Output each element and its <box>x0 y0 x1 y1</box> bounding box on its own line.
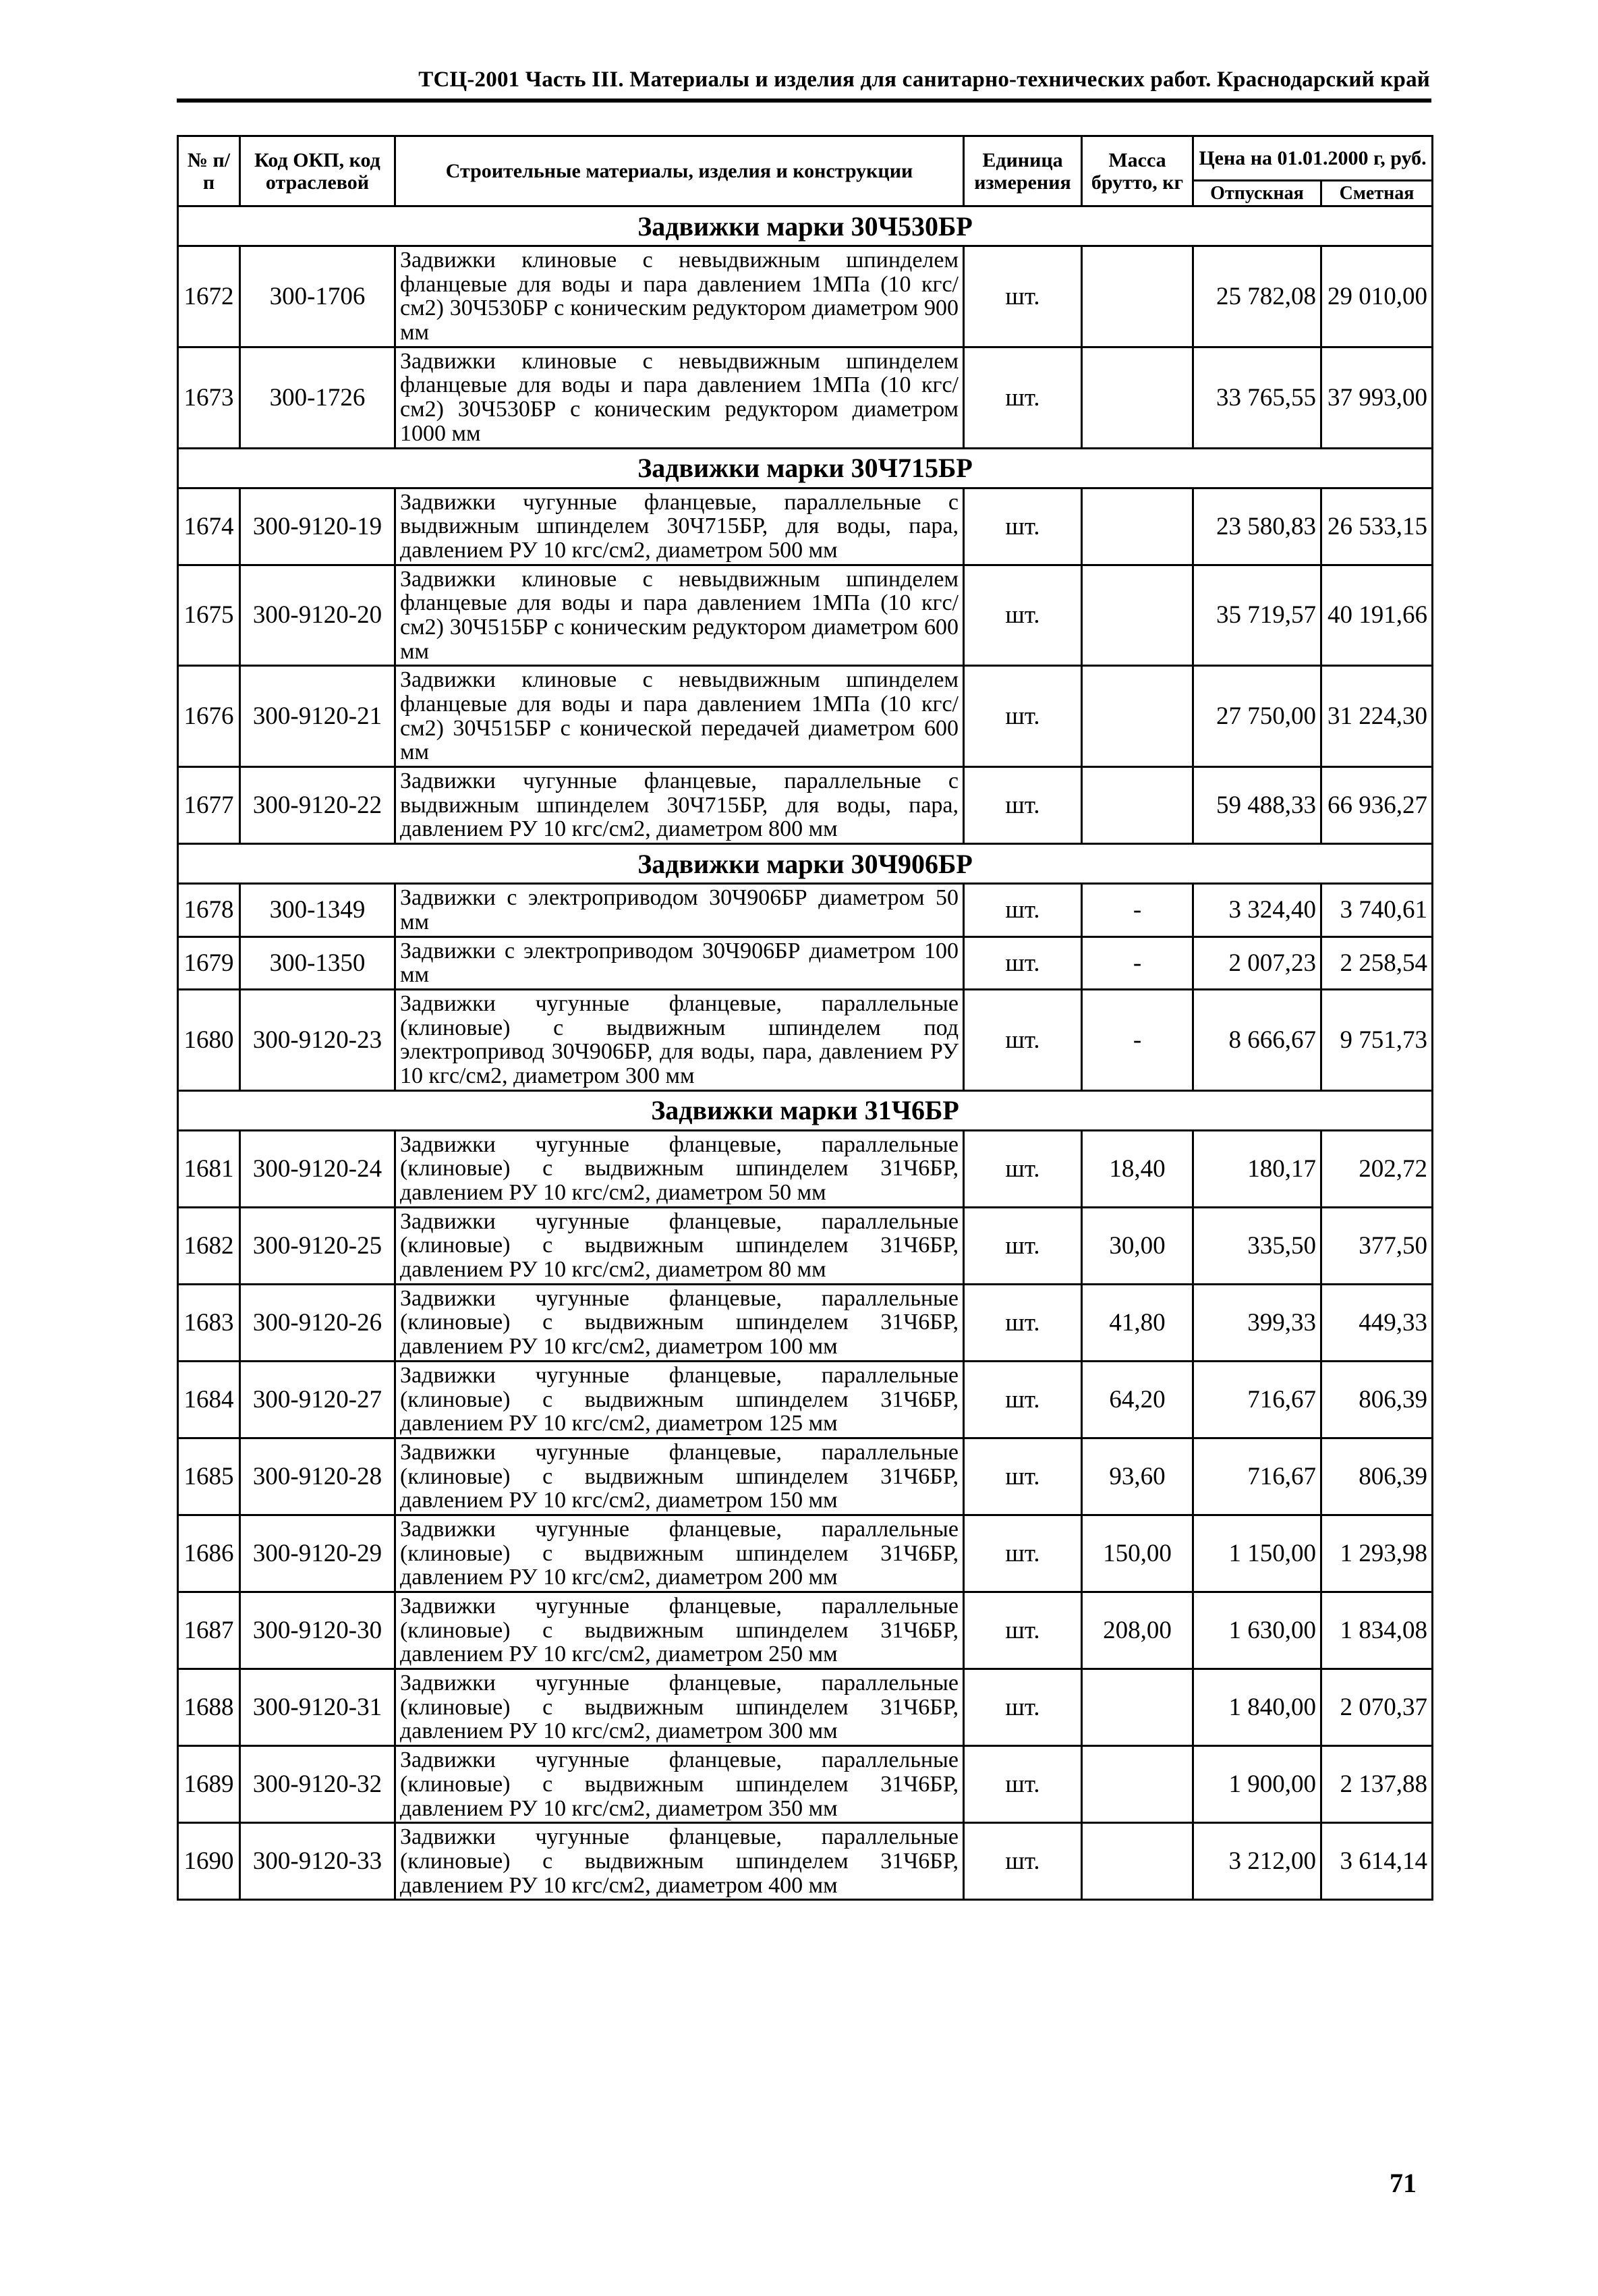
row-unit: шт. <box>964 884 1082 936</box>
row-mass: 208,00 <box>1082 1592 1193 1669</box>
col-header-price-release: Отпускная <box>1193 181 1321 206</box>
row-number: 1683 <box>178 1284 240 1361</box>
row-number: 1684 <box>178 1361 240 1438</box>
row-number: 1682 <box>178 1207 240 1284</box>
row-price-estimate: 2 258,54 <box>1321 936 1433 989</box>
section-title: Задвижки марки 30Ч530БР <box>178 206 1433 246</box>
row-mass <box>1082 565 1193 666</box>
row-description: Задвижки чугунные фланцевые, параллельные (клиновые) с выдвижным шпинделем 31Ч6БР, давлением РУ 10 кгс/см2, диаметром 80 мм <box>395 1207 964 1284</box>
row-number: 1677 <box>178 767 240 844</box>
table-row <box>178 1746 1433 1823</box>
table-row <box>178 1361 1433 1438</box>
row-price-estimate: 3 614,14 <box>1321 1823 1433 1900</box>
row-code: 300-9120-31 <box>240 1669 395 1746</box>
table-row <box>178 1438 1433 1515</box>
table-row <box>178 1130 1433 1207</box>
row-mass <box>1082 767 1193 844</box>
row-mass <box>1082 246 1193 347</box>
col-header-price: Цена на 01.01.2000 г, руб. <box>1193 136 1433 181</box>
row-number: 1675 <box>178 565 240 666</box>
row-description: Задвижки чугунные фланцевые, параллельные (клиновые) с выдвижным шпинделем 31Ч6БР, давлением РУ 10 кгс/см2, диаметром 100 мм <box>395 1284 964 1361</box>
row-price-release: 35 719,57 <box>1193 565 1321 666</box>
price-table <box>177 135 1433 1901</box>
table-row <box>178 488 1433 565</box>
row-code: 300-1726 <box>240 347 395 448</box>
row-unit: шт. <box>964 1515 1082 1592</box>
row-price-release: 27 750,00 <box>1193 666 1321 767</box>
row-price-release: 3 324,40 <box>1193 884 1321 936</box>
row-price-release: 716,67 <box>1193 1438 1321 1515</box>
row-code: 300-9120-28 <box>240 1438 395 1515</box>
row-price-estimate: 806,39 <box>1321 1361 1433 1438</box>
row-price-estimate: 2 070,37 <box>1321 1669 1433 1746</box>
row-price-estimate: 377,50 <box>1321 1207 1433 1284</box>
row-number: 1687 <box>178 1592 240 1669</box>
table-row <box>178 936 1433 989</box>
header-rule <box>177 99 1431 103</box>
row-code: 300-9120-29 <box>240 1515 395 1592</box>
row-description: Задвижки чугунные фланцевые, параллельные (клиновые) с выдвижным шпинделем 31Ч6БР, давлением РУ 10 кгс/см2, диаметром 300 мм <box>395 1669 964 1746</box>
col-header-price-estimate: Сметная <box>1321 181 1433 206</box>
row-price-estimate: 31 224,30 <box>1321 666 1433 767</box>
row-number: 1678 <box>178 884 240 936</box>
row-description: Задвижки чугунные фланцевые, параллельные (клиновые) с выдвижным шпинделем 31Ч6БР, давлением РУ 10 кгс/см2, диаметром 150 мм <box>395 1438 964 1515</box>
row-price-release: 1 630,00 <box>1193 1592 1321 1669</box>
section-title: Задвижки марки 30Ч906БР <box>178 844 1433 884</box>
row-description: Задвижки клиновые с невыдвижным шпинделем фланцевые для воды и пара давлением 1МПа (10 кгс/см2) 30Ч530БР с коническим редуктором диаметром 1000 мм <box>395 347 964 448</box>
row-mass: - <box>1082 936 1193 989</box>
row-code: 300-9120-26 <box>240 1284 395 1361</box>
row-unit: шт. <box>964 1592 1082 1669</box>
row-number: 1685 <box>178 1438 240 1515</box>
row-number: 1673 <box>178 347 240 448</box>
row-mass: 64,20 <box>1082 1361 1193 1438</box>
row-price-estimate: 2 137,88 <box>1321 1746 1433 1823</box>
row-price-estimate: 449,33 <box>1321 1284 1433 1361</box>
row-description: Задвижки чугунные фланцевые, параллельные (клиновые) с выдвижным шпинделем 31Ч6БР, давлением РУ 10 кгс/см2, диаметром 350 мм <box>395 1746 964 1823</box>
row-code: 300-9120-30 <box>240 1592 395 1669</box>
row-unit: шт. <box>964 565 1082 666</box>
row-price-estimate: 37 993,00 <box>1321 347 1433 448</box>
row-code: 300-9120-21 <box>240 666 395 767</box>
row-unit: шт. <box>964 1746 1082 1823</box>
row-code: 300-9120-22 <box>240 767 395 844</box>
col-header-code: Код ОКП, код отраслевой <box>240 136 395 206</box>
section-title: Задвижки марки 31Ч6БР <box>178 1090 1433 1130</box>
row-code: 300-9120-25 <box>240 1207 395 1284</box>
row-price-release: 25 782,08 <box>1193 246 1321 347</box>
row-unit: шт. <box>964 246 1082 347</box>
section-header-row <box>178 448 1433 488</box>
row-price-release: 1 150,00 <box>1193 1515 1321 1592</box>
row-unit: шт. <box>964 936 1082 989</box>
row-price-release: 716,67 <box>1193 1361 1321 1438</box>
row-mass <box>1082 666 1193 767</box>
page-header: ТСЦ-2001 Часть III. Материалы и изделия для санитарно-технических работ. Краснодарский край <box>418 67 1430 92</box>
row-price-release: 33 765,55 <box>1193 347 1321 448</box>
row-number: 1690 <box>178 1823 240 1900</box>
table-row <box>178 666 1433 767</box>
section-title: Задвижки марки 30Ч715БР <box>178 448 1433 488</box>
row-mass: 18,40 <box>1082 1130 1193 1207</box>
row-unit: шт. <box>964 1361 1082 1438</box>
row-price-estimate: 9 751,73 <box>1321 989 1433 1090</box>
table-row <box>178 1592 1433 1669</box>
page-number: 71 <box>1390 2168 1417 2198</box>
row-mass: 41,80 <box>1082 1284 1193 1361</box>
row-description: Задвижки чугунные фланцевые, параллельные (клиновые) с выдвижным шпинделем 31Ч6БР, давлением РУ 10 кгс/см2, диаметром 200 мм <box>395 1515 964 1592</box>
row-description: Задвижки клиновые с невыдвижным шпинделем фланцевые для воды и пара давлением 1МПа (10 кгс/см2) 30Ч515БР с коническим редуктором диаметром 600 мм <box>395 565 964 666</box>
row-code: 300-9120-33 <box>240 1823 395 1900</box>
row-mass <box>1082 1669 1193 1746</box>
row-mass: 30,00 <box>1082 1207 1193 1284</box>
section-header-row <box>178 1090 1433 1130</box>
row-code: 300-9120-32 <box>240 1746 395 1823</box>
row-description: Задвижки чугунные фланцевые, параллельные (клиновые) с выдвижным шпинделем 31Ч6БР, давлением РУ 10 кгс/см2, диаметром 50 мм <box>395 1130 964 1207</box>
row-price-estimate: 202,72 <box>1321 1130 1433 1207</box>
row-number: 1686 <box>178 1515 240 1592</box>
row-price-estimate: 26 533,15 <box>1321 488 1433 565</box>
row-number: 1680 <box>178 989 240 1090</box>
table-row <box>178 565 1433 666</box>
row-price-release: 8 666,67 <box>1193 989 1321 1090</box>
row-unit: шт. <box>964 1130 1082 1207</box>
row-description: Задвижки чугунные фланцевые, параллельные с выдвижным шпинделем 30Ч715БР, для воды, пара, давлением РУ 10 кгс/см2, диаметром 500 мм <box>395 488 964 565</box>
row-unit: шт. <box>964 1284 1082 1361</box>
row-price-release: 59 488,33 <box>1193 767 1321 844</box>
table-row <box>178 347 1433 448</box>
row-number: 1681 <box>178 1130 240 1207</box>
row-price-release: 23 580,83 <box>1193 488 1321 565</box>
row-price-release: 1 840,00 <box>1193 1669 1321 1746</box>
row-number: 1676 <box>178 666 240 767</box>
row-unit: шт. <box>964 1438 1082 1515</box>
row-unit: шт. <box>964 1669 1082 1746</box>
table-row <box>178 1207 1433 1284</box>
row-code: 300-1350 <box>240 936 395 989</box>
row-price-estimate: 806,39 <box>1321 1438 1433 1515</box>
row-mass <box>1082 488 1193 565</box>
row-price-release: 1 900,00 <box>1193 1746 1321 1823</box>
row-description: Задвижки с электроприводом 30Ч906БР диаметром 50 мм <box>395 884 964 936</box>
row-price-estimate: 1 834,08 <box>1321 1592 1433 1669</box>
row-number: 1689 <box>178 1746 240 1823</box>
row-price-estimate: 29 010,00 <box>1321 246 1433 347</box>
table-row <box>178 767 1433 844</box>
col-header-num: № п/п <box>178 136 240 206</box>
row-mass: - <box>1082 884 1193 936</box>
row-price-estimate: 3 740,61 <box>1321 884 1433 936</box>
row-description: Задвижки клиновые с невыдвижным шпинделем фланцевые для воды и пара давлением 1МПа (10 кгс/см2) 30Ч530БР с коническим редуктором диаметром 900 мм <box>395 246 964 347</box>
row-description: Задвижки чугунные фланцевые, параллельные с выдвижным шпинделем 30Ч715БР, для воды, пара, давлением РУ 10 кгс/см2, диаметром 800 мм <box>395 767 964 844</box>
table-row <box>178 246 1433 347</box>
row-description: Задвижки чугунные фланцевые, параллельные (клиновые) с выдвижным шпинделем 31Ч6БР, давлением РУ 10 кгс/см2, диаметром 250 мм <box>395 1592 964 1669</box>
row-mass <box>1082 1823 1193 1900</box>
section-header-row <box>178 206 1433 246</box>
row-unit: шт. <box>964 666 1082 767</box>
row-price-release: 3 212,00 <box>1193 1823 1321 1900</box>
row-code: 300-9120-23 <box>240 989 395 1090</box>
row-price-release: 180,17 <box>1193 1130 1321 1207</box>
col-header-desc: Строительные материалы, изделия и конструкции <box>395 136 964 206</box>
row-code: 300-1706 <box>240 246 395 347</box>
row-code: 300-9120-27 <box>240 1361 395 1438</box>
row-unit: шт. <box>964 1823 1082 1900</box>
row-unit: шт. <box>964 1207 1082 1284</box>
row-description: Задвижки чугунные фланцевые, параллельные (клиновые) с выдвижным шпинделем 31Ч6БР, давлением РУ 10 кгс/см2, диаметром 400 мм <box>395 1823 964 1900</box>
table-row <box>178 1823 1433 1900</box>
row-code: 300-9120-20 <box>240 565 395 666</box>
row-mass: 150,00 <box>1082 1515 1193 1592</box>
row-mass: 93,60 <box>1082 1438 1193 1515</box>
table-body <box>178 206 1433 1900</box>
row-code: 300-1349 <box>240 884 395 936</box>
row-description: Задвижки клиновые с невыдвижным шпинделем фланцевые для воды и пара давлением 1МПа (10 кгс/см2) 30Ч515БР с конической передачей диаметром 600 мм <box>395 666 964 767</box>
row-description: Задвижки с электроприводом 30Ч906БР диаметром 100 мм <box>395 936 964 989</box>
row-unit: шт. <box>964 767 1082 844</box>
row-mass: - <box>1082 989 1193 1090</box>
table-row <box>178 1669 1433 1746</box>
col-header-mass: Масса брутто, кг <box>1082 136 1193 206</box>
row-price-estimate: 1 293,98 <box>1321 1515 1433 1592</box>
row-unit: шт. <box>964 989 1082 1090</box>
row-number: 1679 <box>178 936 240 989</box>
row-code: 300-9120-19 <box>240 488 395 565</box>
row-description: Задвижки чугунные фланцевые, параллельные (клиновые) с выдвижным шпинделем 31Ч6БР, давлением РУ 10 кгс/см2, диаметром 125 мм <box>395 1361 964 1438</box>
row-unit: шт. <box>964 488 1082 565</box>
row-code: 300-9120-24 <box>240 1130 395 1207</box>
row-price-release: 335,50 <box>1193 1207 1321 1284</box>
row-price-release: 2 007,23 <box>1193 936 1321 989</box>
row-number: 1672 <box>178 246 240 347</box>
row-number: 1674 <box>178 488 240 565</box>
table-row <box>178 884 1433 936</box>
row-mass <box>1082 1746 1193 1823</box>
row-price-estimate: 40 191,66 <box>1321 565 1433 666</box>
row-price-estimate: 66 936,27 <box>1321 767 1433 844</box>
row-number: 1688 <box>178 1669 240 1746</box>
table-row <box>178 989 1433 1090</box>
row-unit: шт. <box>964 347 1082 448</box>
row-mass <box>1082 347 1193 448</box>
row-price-release: 399,33 <box>1193 1284 1321 1361</box>
row-description: Задвижки чугунные фланцевые, параллельные (клиновые) с выдвижным шпинделем под электропривод 30Ч906БР, для воды, пара, давлением РУ 10 кгс/см2, диаметром 300 мм <box>395 989 964 1090</box>
col-header-unit: Единица измерения <box>964 136 1082 206</box>
table-row <box>178 1515 1433 1592</box>
section-header-row <box>178 844 1433 884</box>
table-row <box>178 1284 1433 1361</box>
